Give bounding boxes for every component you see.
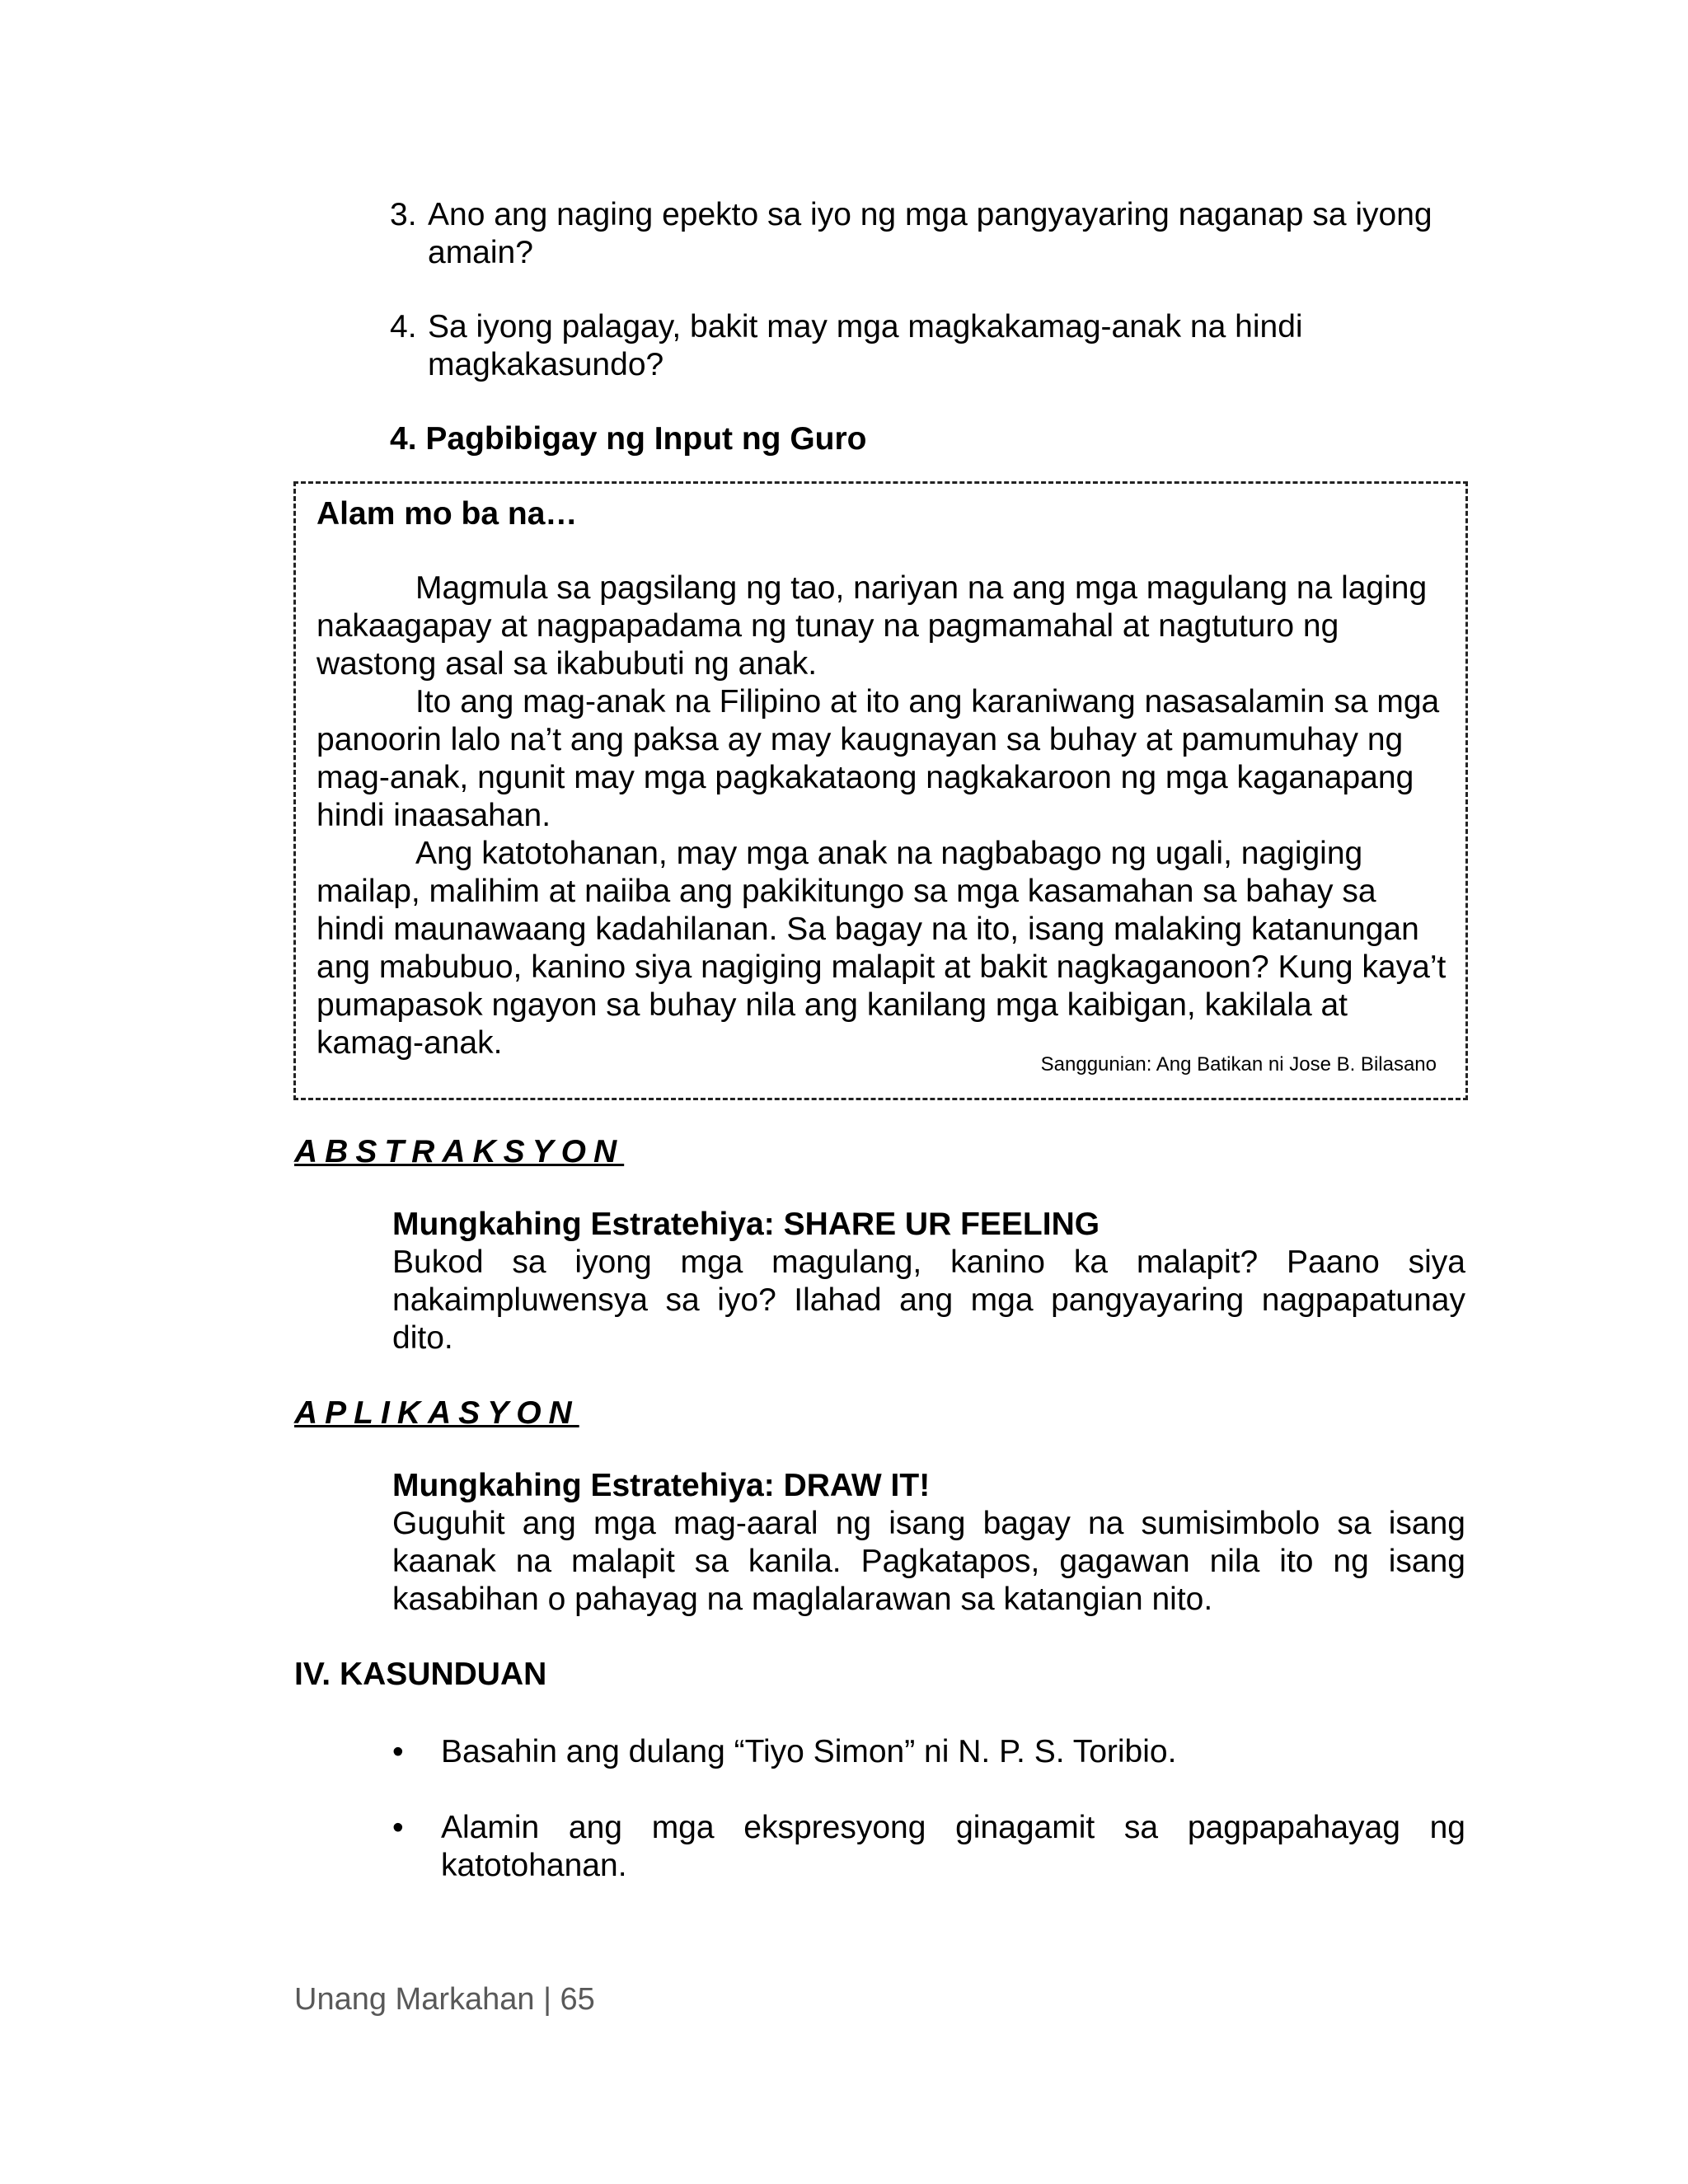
bullet-icon: • bbox=[392, 1810, 404, 1845]
page-footer: Unang Markahan | 65 bbox=[294, 1982, 595, 2017]
info-paragraph: Ito ang mag-anak na Filipino at ito ang karaniwang nasasalamin sa mga panoorin lalo na’t ang paksa ay may kaugnayan sa buhay at pamumuhay ng mag-anak, ngunit may mga pagkakataong nagkakaroon ng mga kaganapang hindi inaasahan. bbox=[316, 684, 1440, 833]
abstraksyon-strategy bbox=[392, 1206, 1465, 1357]
question-number: 3. bbox=[390, 197, 417, 232]
bullet-icon: • bbox=[392, 1734, 404, 1769]
strategy-title: Mungkahing Estratehiya: SHARE UR FEELING bbox=[392, 1207, 1100, 1242]
question-number: 4. bbox=[390, 309, 417, 344]
info-box-title: Alam mo ba na… bbox=[316, 496, 578, 532]
question-text: Ano ang naging epekto sa iyo ng mga pangyayaring naganap sa iyong amain? bbox=[428, 197, 1432, 270]
list-item bbox=[392, 1733, 1465, 1771]
strategy-text: Bukod sa iyong mga magulang, kanino ka malapit? Paano siya nakaimpluwensya sa iyo? Ilahad ang mga pangyayaring nagpapatunay dito. bbox=[392, 1244, 1465, 1356]
info-paragraph: Magmula sa pagsilang ng tao, nariyan na ang mga magulang na laging nakaagapay at nagpapadama ng tunay na pagmamahal at nagtuturo ng wastong asal sa ikabubuti ng anak. bbox=[316, 570, 1428, 682]
list-item bbox=[392, 1809, 1465, 1885]
info-box bbox=[293, 481, 1468, 1100]
strategy-text: Guguhit ang mga mag-aaral ng isang bagay na sumisimbolo sa isang kaanak na malapit sa kanila. Pagkatapos, gagawan nila ito ng isang kasabihan o pahayag na maglalarawan sa katangian nito. bbox=[392, 1506, 1465, 1617]
info-paragraph: Ang katotohanan, may mga anak na nagbabago ng ugali, nagiging mailap, malihim at naiiba ang pakikitungo sa mga kasamahan sa bahay sa hindi maunawaang kadahilanan. Sa bagay na ito, isang malaking katanungan ang mabubuo, kanino siya nagiging malapit at bakit nagkaganoon? Kung kaya’t pumapasok ngayon sa buhay nila ang kanilang mga kaibigan, kakilala at kamag-anak. bbox=[316, 836, 1447, 1061]
abstraksyon-heading: ABSTRAKSYON bbox=[294, 1134, 625, 1169]
info-source: Sanggunian: Ang Batikan ni Jose B. Bilasano bbox=[1040, 1053, 1437, 1076]
question-4 bbox=[390, 308, 1461, 384]
aplikasyon-strategy bbox=[392, 1467, 1465, 1619]
strategy-title: Mungkahing Estratehiya: DRAW IT! bbox=[392, 1468, 931, 1503]
question-3 bbox=[390, 196, 1461, 272]
input-heading: 4. Pagbibigay ng Input ng Guro bbox=[390, 421, 867, 457]
list-item-text: Basahin ang dulang “Tiyo Simon” ni N. P. S. Toribio. bbox=[441, 1734, 1177, 1769]
question-text: Sa iyong palagay, bakit may mga magkakamag-anak na hindi magkakasundo? bbox=[428, 309, 1303, 382]
info-box-body bbox=[316, 569, 1450, 1062]
aplikasyon-heading: APLIKASYON bbox=[294, 1395, 579, 1431]
kasunduan-heading: IV. KASUNDUAN bbox=[294, 1657, 547, 1692]
list-item-text: Alamin ang mga ekspresyong ginagamit sa pagpapahayag ng katotohanan. bbox=[441, 1810, 1465, 1883]
